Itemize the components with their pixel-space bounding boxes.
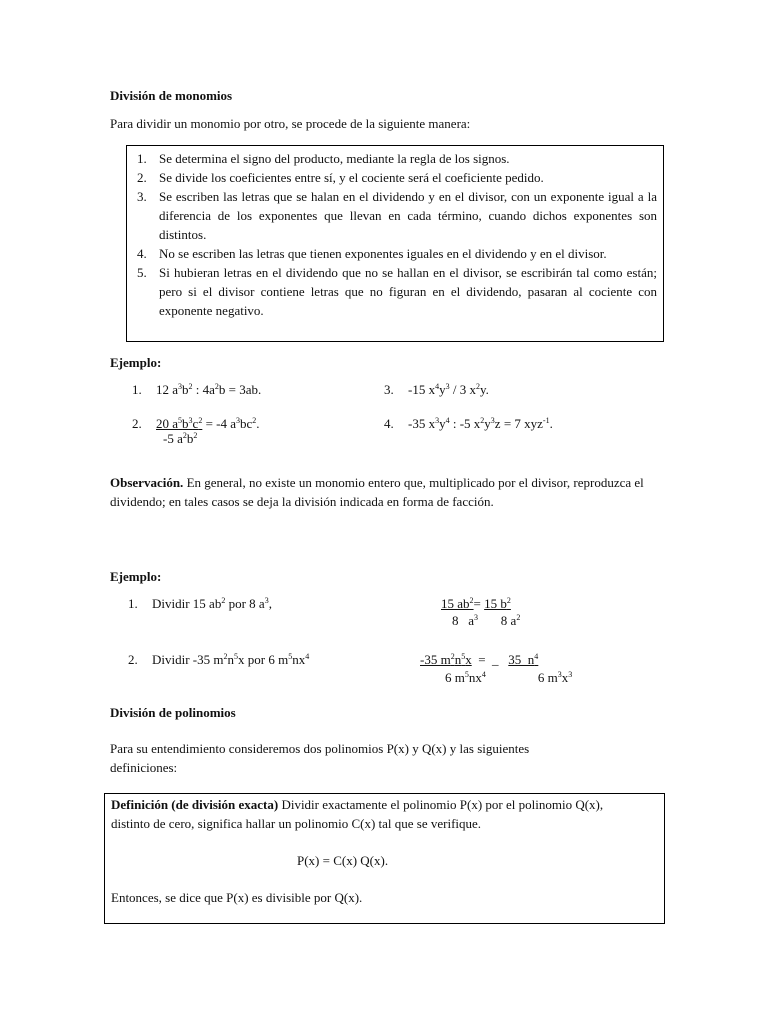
example-number: 4.: [384, 416, 394, 431]
rule-item: 2. Se divide los coeficientes entre sí, y el cociente será el coeficiente pedido.: [137, 170, 544, 185]
definition-label: Definición (de división exacta): [111, 797, 279, 812]
example-number: 1.: [132, 382, 142, 397]
example-number: 1.: [128, 596, 138, 611]
example-label: Ejemplo:: [110, 569, 162, 584]
observation-paragraph: [110, 473, 658, 511]
definition-formula: P(x) = C(x) Q(x).: [297, 853, 389, 868]
rule-item: 4. No se escriben las letras que tienen exponentes iguales en el dividendo y en el divisor.: [137, 246, 607, 261]
definition-box: [104, 793, 665, 924]
rules-list: [131, 149, 657, 320]
example-number: 3.: [384, 382, 394, 397]
example-number: 2.: [128, 652, 138, 667]
example-expression-3: -15 $x^4y^3 / 3$ $x^2y$.: [408, 382, 489, 397]
observation-label: Observación.: [110, 475, 184, 490]
definition-paragraph: [111, 795, 611, 833]
rule-item: 1. Se determina el signo del producto, mediante la regla de los signos.: [137, 151, 510, 166]
example2-expression-2: Dividir -35 $m^2n^5x$ por 6 $m^5nx^4$: [152, 652, 310, 667]
example-expression-2: 20 $a^5b^3c^2 = -4$ $a^3bc^2$.: [156, 416, 260, 431]
definition-conclusion: Entonces, se dice que P(x) es divisible por Q(x).: [111, 890, 363, 905]
intro-paragraph: Para dividir un monomio por otro, se procede de la siguiente manera:: [110, 116, 471, 131]
rules-box: [126, 145, 664, 342]
example-number: 2.: [132, 416, 142, 431]
example2-fraction-2-denominator: 6 $m^5nx^4$ 6 $m^3x^3$: [445, 670, 573, 685]
example-label: Ejemplo:: [110, 355, 162, 370]
polinomios-intro: Para su entendimiento consideremos dos polinomios P(x) y Q(x) y las siguientes definiciones:: [110, 741, 530, 775]
section-title-polinomios: División de polinomios: [110, 705, 236, 720]
observation-text: En general, no existe un monomio entero que, multiplicado por el divisor, reproduzca el dividendo; en tales casos se deja la división indicada en forma de facción.: [110, 475, 644, 509]
example2-fraction-1-denominator: 8 $a^3$ 8 $a^2$: [452, 613, 521, 628]
example2-fraction-1: 15 $ab^2= 15$ $b^2$: [441, 596, 511, 611]
example-expression-2-denominator: -5 $a^2b^2$: [163, 431, 198, 446]
example2-expression-1: Dividir 15 $ab^2$ por 8 $a^3$,: [152, 596, 272, 611]
example2-fraction-2: -35 $m^2n^5x$ = _ 35 $n^4$: [420, 652, 539, 667]
example-expression-1: 12 $a^3b^2$ : $4a^2b = 3ab$.: [156, 382, 262, 397]
rule-item: 3. Se escriben las letras que se halan en el dividendo y en el divisor, con un exponente igual a la diferencia de los exponentes que llevan en cada término, cuando dichos exponentes son distintos.: [137, 189, 657, 242]
section-title-monomios: División de monomios: [110, 88, 233, 103]
definition-text: Dividir exactamente el polinomio P(x) por el polinomio Q(x), distinto de cero, significa hallar un polinomio C(x) tal que se verifique.: [111, 797, 604, 831]
rule-item: 5. Si hubieran letras en el dividendo que no se hallan en el divisor, se escribirán tal como están; pero si el divisor contiene letras que no figuran en el dividendo, pasaran al cociente con exponente negativo.: [137, 265, 657, 318]
example-expression-4: -35 $x^3y^4$ : -5 $x^2y^3z = 7$ xyz$^{-1}$.: [408, 416, 553, 431]
